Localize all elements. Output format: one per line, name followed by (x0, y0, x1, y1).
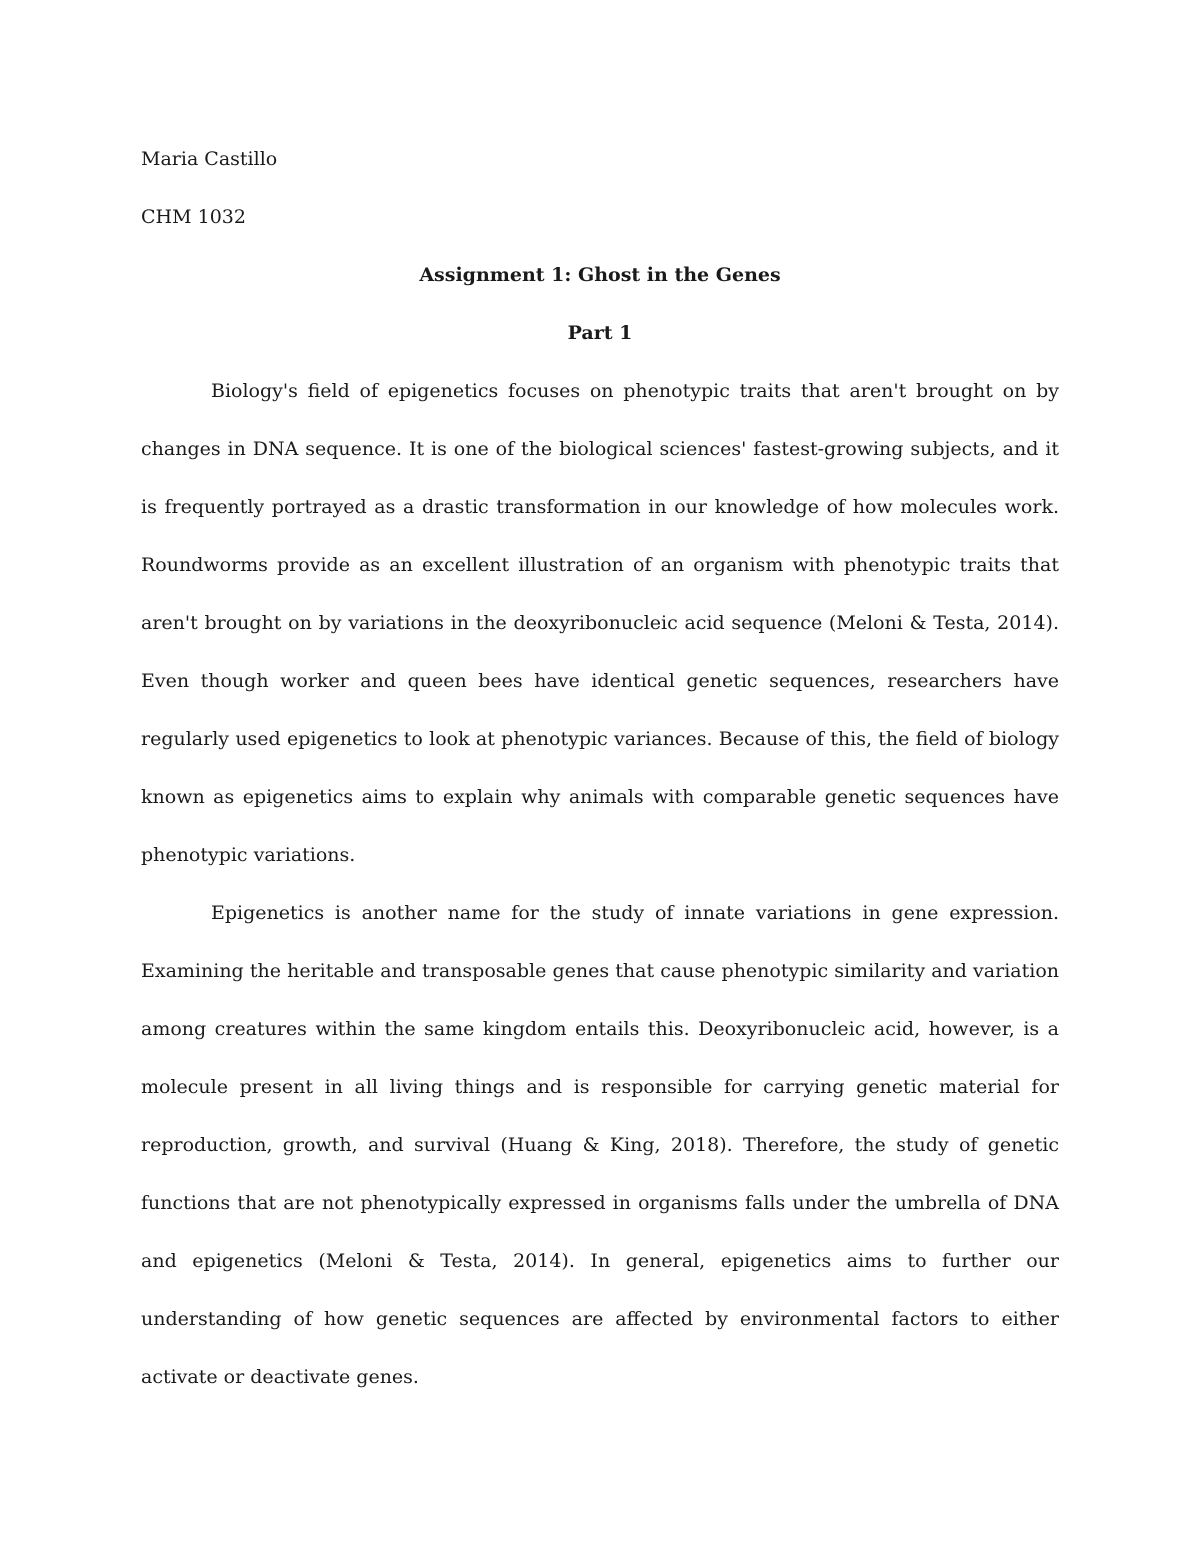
document-body (141, 130, 1059, 1406)
document-title: Assignment 1: Ghost in the Genes (419, 264, 781, 286)
section-heading: Part 1 (567, 322, 633, 344)
course-code: CHM 1032 (141, 206, 246, 228)
paragraph-1: Biology's field of epigenetics focuses on phenotypic traits that aren't brought on by changes in DNA sequence. It is one of the biological sciences' fastest-growing subjects, and it is frequently portrayed as a drastic transformation in our knowledge of how molecules work. Roundworms provide as an excellent illustration of an organism with phenotypic traits that aren't brought on by variations in the deoxyribonucleic acid sequence (Meloni & Testa, 2014). Even though worker and queen bees have identical genetic sequences, researchers have regularly used epigenetics to look at phenotypic variances. Because of this, the field of biology known as epigenetics aims to explain why animals with comparable genetic sequences have phenotypic variations. (141, 380, 1059, 866)
paragraph-2: Epigenetics is another name for the study of innate variations in gene expression. Examining the heritable and transposable genes that cause phenotypic similarity and variation among creatures within the same kingdom entails this. Deoxyribonucleic acid, however, is a molecule present in all living things and is responsible for carrying genetic material for reproduction, growth, and survival (Huang & King, 2018). Therefore, the study of genetic functions that are not phenotypically expressed in organisms falls under the umbrella of DNA and epigenetics (Meloni & Testa, 2014). In general, epigenetics aims to further our understanding of how genetic sequences are affected by environmental factors to either activate or deactivate genes. (141, 902, 1059, 1388)
author-name: Maria Castillo (141, 148, 278, 170)
